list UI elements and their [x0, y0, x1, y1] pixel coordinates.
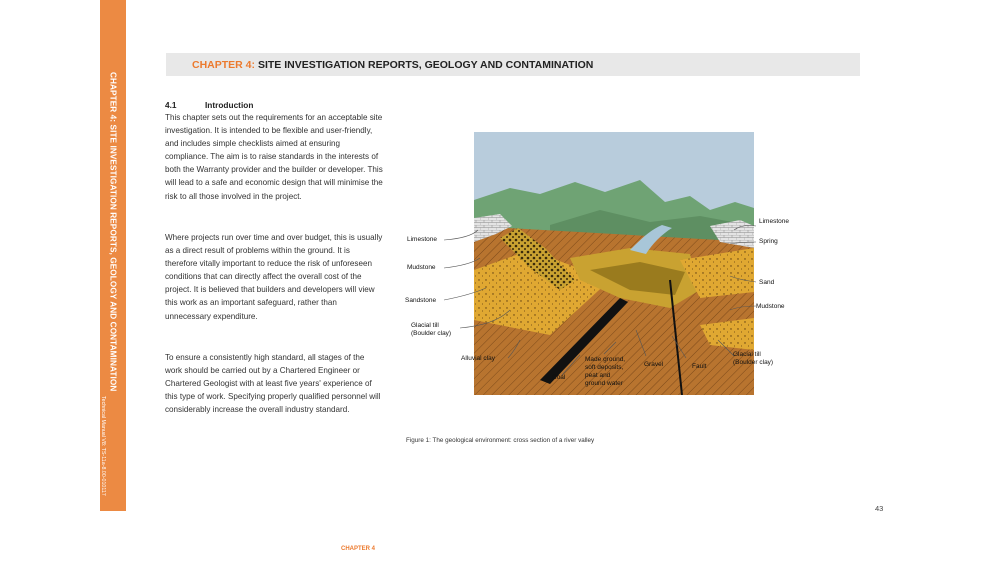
geology-figure: [400, 130, 800, 395]
label-made-ground-line4: ground water: [585, 380, 623, 387]
label-sand: Sand: [759, 279, 775, 286]
label-glacial-till-right-line2: (Boulder clay): [733, 359, 774, 366]
chapter-title-text: SITE INVESTIGATION REPORTS, GEOLOGY AND CONTAMINATION: [257, 59, 594, 71]
page-number: 43: [875, 504, 884, 513]
label-glacial-till-left: [411, 322, 451, 338]
label-sandstone: Sandstone: [405, 297, 437, 304]
chapter-sidebar: [93, 0, 126, 511]
label-glacial-till-right-line1: Glacial till: [733, 351, 761, 358]
label-glacial-till-left-line1: Glacial till: [411, 322, 439, 329]
paragraph-projects: Where projects run over time and over budget, this is usually as a direct result of problems within the ground. It is therefore vitally important to reduce the risk of unforeseen conditions that can directly affect the overall cost of the project. It is believed that builders and developers will view this work as an important safeguard, rather than unnecessary expenditure.: [165, 233, 383, 321]
label-limestone-right: Limestone: [759, 218, 789, 225]
label-made-ground-line3: peat and: [585, 372, 611, 379]
chapter-title: [192, 59, 593, 71]
paragraph-intro: This chapter sets out the requirements for an acceptable site investigation. It is intended to be flexible and user-friendly, and includes simple checklists aimed at ensuring compliance. The aim is to raise standards in the interests of both the Warranty provider and the builder or developer. This will lead to a safe and economic design that will minimise the risk to all those involved in the project.: [165, 113, 383, 201]
sidebar-meta: [92, 396, 106, 496]
chapter-label: CHAPTER 4:: [192, 59, 256, 71]
sidebar-manual-ref: Technical Manual V8: TS-11a-8.00-010117: [100, 396, 106, 496]
footer-chapter-label: CHAPTER 4: [341, 546, 376, 552]
sidebar-chapter-title: CHAPTER 4: SITE INVESTIGATION REPORTS, GEOLOGY AND CONTAMINATION: [108, 72, 118, 392]
label-made-ground-line2: soft deposits,: [585, 364, 624, 371]
figure-caption: Figure 1: The geological environment: cross section of a river valley: [406, 437, 595, 444]
label-mudstone-left: Mudstone: [407, 264, 436, 271]
label-glacial-till-left-line2: (Boulder clay): [411, 330, 452, 337]
label-gravel: Gravel: [644, 361, 664, 368]
chapter-header-bar: [166, 53, 860, 76]
label-limestone-left: Limestone: [407, 236, 437, 243]
sidebar-copyright: © LABC Warranty: [93, 396, 99, 438]
section-heading: Introduction: [205, 100, 254, 110]
label-made-ground: [585, 356, 625, 388]
paragraph-standards: To ensure a consistently high standard, all stages of the work should be carried out by a Chartered Engineer or Chartered Geologist with at least five years' experience of this type of work. Specifying properly qualified personnel will considerably increase the overall industry standard.: [165, 353, 381, 415]
label-fault: Fault: [692, 363, 707, 370]
section-number: 4.1: [165, 100, 177, 110]
label-alluvial-clay: Alluvial clay: [461, 355, 495, 362]
label-glacial-till-right: [733, 351, 773, 367]
label-made-ground-line1: Made ground,: [585, 356, 626, 363]
label-mudstone-right: Mudstone: [756, 303, 785, 310]
label-spring: Spring: [759, 238, 778, 245]
label-coal: Coal: [552, 374, 566, 381]
